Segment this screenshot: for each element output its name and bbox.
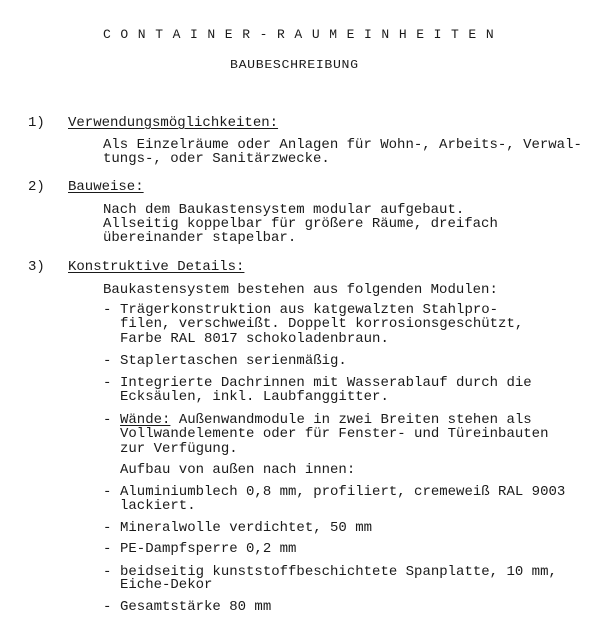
bullet-dash: - [103, 484, 112, 500]
layer-line: Mineralwolle verdichtet, 50 mm [120, 520, 373, 536]
bullet-dash: - [103, 375, 112, 391]
document-subtitle: BAUBESCHREIBUNG [230, 58, 359, 72]
bullet-dash: - [103, 520, 112, 536]
bullet-dash: - [103, 564, 112, 580]
bullet-line [120, 413, 532, 427]
walls-label: Wände: [120, 412, 171, 428]
bullet-line: Ecksäulen, inkl. Laubfanggitter. [120, 389, 389, 405]
section-number: 1) [28, 115, 45, 131]
document-title: CONTAINER-RAUMEINHEITEN [103, 27, 504, 42]
bullet-line: Vollwandelemente oder für Fenster- und Türeinbauten [120, 426, 549, 442]
walls-text: Außenwandmodule in zwei Breiten stehen als [170, 412, 532, 428]
layer-line: lackiert. [120, 498, 196, 514]
bullet-dash: - [103, 302, 112, 318]
body-line: Allseitig koppelbar für größere Räume, dreifach [103, 216, 498, 232]
bullet-dash: - [103, 353, 112, 369]
bullet-line: Farbe RAL 8017 schokoladenbraun. [120, 331, 389, 347]
layers-intro: Aufbau von außen nach innen: [120, 462, 356, 478]
layer-line: PE-Dampfsperre 0,2 mm [120, 541, 297, 557]
section-heading: Bauweise: [68, 179, 144, 195]
body-line: tungs-, oder Sanitärzwecke. [103, 151, 330, 167]
bullet-line: zur Verfügung. [120, 441, 238, 457]
layer-line: Aluminiumblech 0,8 mm, profiliert, cremeweiß RAL 9003 [120, 484, 566, 500]
body-line: Nach dem Baukastensystem modular aufgebaut. [103, 202, 465, 218]
bullet-dash: - [103, 599, 112, 615]
bullet-dash: - [103, 541, 112, 557]
body-line: übereinander stapelbar. [103, 230, 297, 246]
layer-line: Eiche-Dekor [120, 577, 213, 593]
section-number: 2) [28, 179, 45, 195]
layer-line: Gesamtstärke 80 mm [120, 599, 272, 615]
bullet-dash: - [103, 412, 112, 428]
bullet-line: Trägerkonstruktion aus katgewalzten Stahlpro- [120, 302, 499, 318]
section-heading: Konstruktive Details: [68, 259, 245, 275]
body-line: Baukastensystem bestehen aus folgenden Modulen: [103, 282, 498, 298]
layer-line: beidseitig kunststoffbeschichtete Spanplatte, 10 mm, [120, 564, 557, 580]
section-number: 3) [28, 259, 45, 275]
bullet-line: filen, verschweißt. Doppelt korrosionsgeschützt, [120, 316, 524, 332]
body-line: Als Einzelräume oder Anlagen für Wohn-, Arbeits-, Verwal- [103, 137, 582, 153]
section-heading: Verwendungsmöglichkeiten: [68, 115, 279, 131]
bullet-line: Integrierte Dachrinnen mit Wasserablauf durch die [120, 375, 532, 391]
bullet-line: Staplertaschen serienmäßig. [120, 353, 347, 369]
